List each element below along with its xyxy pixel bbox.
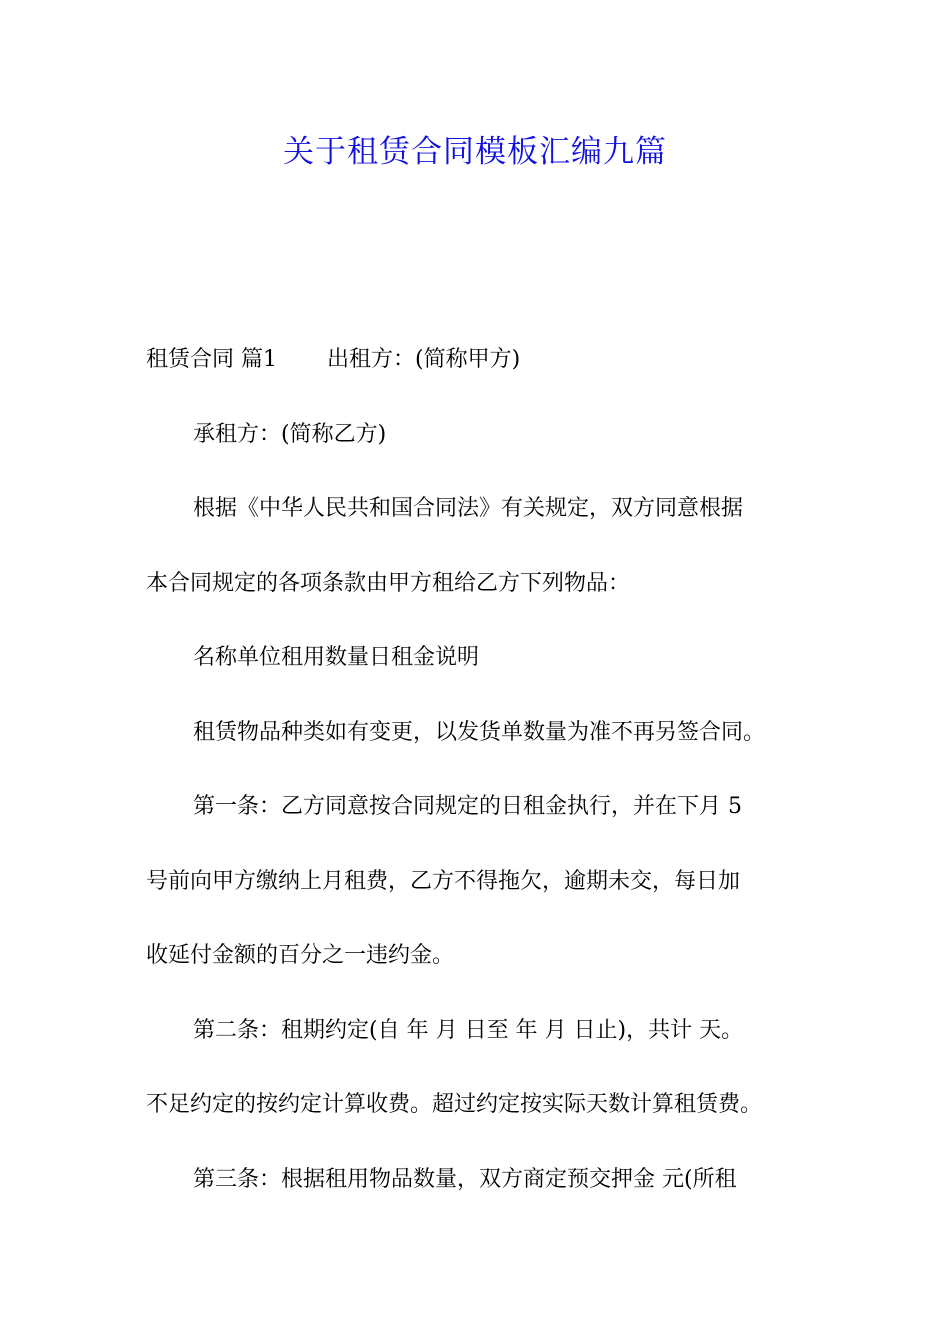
paragraph-line: 号前向甲方缴纳上月租费，乙方不得拖欠，逾期未交，每日加 — [146, 868, 741, 894]
article-two-line: 第二条：租期约定(自 年 月 日至 年 月 日止)，共计 天。 — [193, 1017, 744, 1043]
paragraph-line: 收延付金额的百分之一违约金。 — [146, 943, 455, 968]
paragraph-line: 不足约定的按约定计算收费。超过约定按实际天数计算租赁费。 — [146, 1092, 763, 1117]
paragraph-line: 根据《中华人民共和国合同法》有关规定，双方同意根据 — [193, 496, 744, 521]
paragraph-line — [146, 338, 818, 413]
lessor-line: 出租方：(简称甲方) — [327, 347, 521, 372]
paragraph-line: 租赁物品种类如有变更，以发货单数量为准不再另签合同。 — [193, 719, 766, 745]
article-three-line: 第三条：根据租用物品数量，双方商定预交押金 元(所租 — [193, 1166, 737, 1192]
section-heading: 租赁合同 篇1 — [146, 347, 277, 372]
table-header-line: 名称单位租用数量日租金说明 — [193, 645, 480, 670]
document-body — [146, 338, 818, 1232]
lessee-line: 承租方：(简称乙方) — [193, 421, 387, 447]
document-title: 关于租赁合同模板汇编九篇 — [283, 134, 667, 170]
paragraph-line: 本合同规定的各项条款由甲方租给乙方下列物品： — [146, 570, 631, 596]
article-one-line: 第一条：乙方同意按合同规定的日租金执行，并在下月 5 — [193, 794, 742, 819]
